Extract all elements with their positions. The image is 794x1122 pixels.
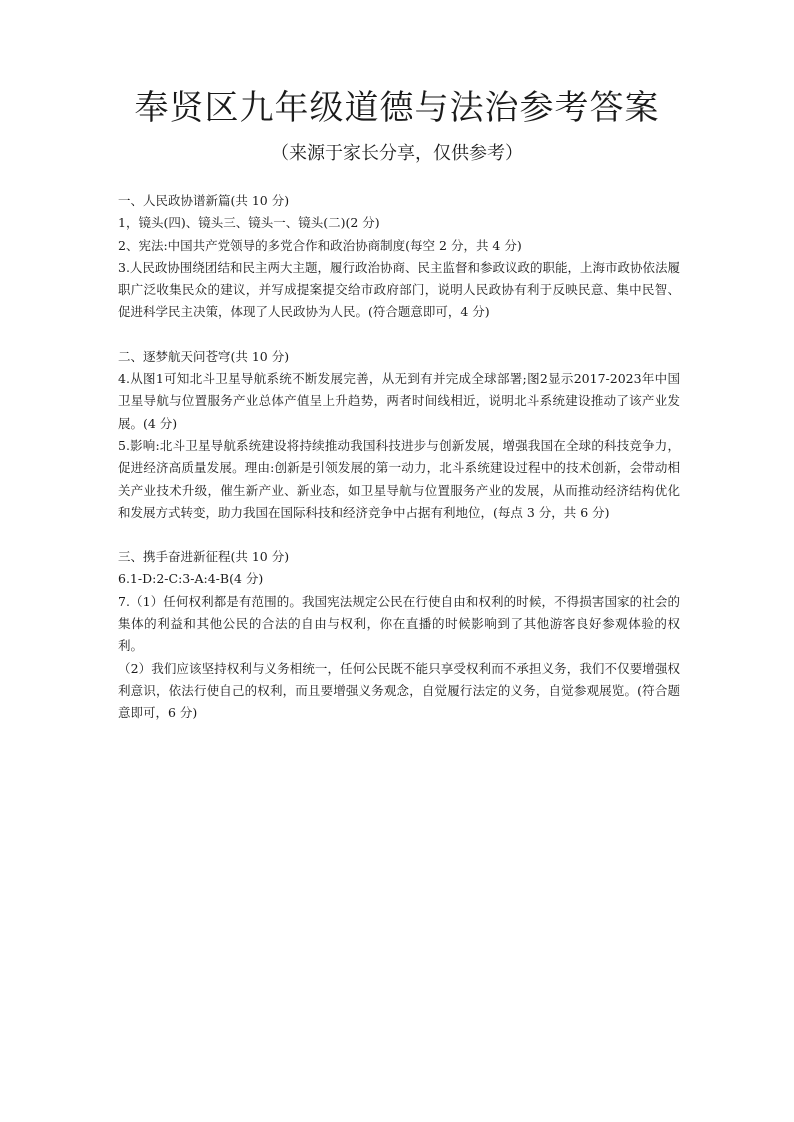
section-heading: 一、人民政协谱新篇(共 10 分) xyxy=(118,193,290,208)
answer-paragraph: 4.从图1可知北斗卫星导航系统不断发展完善，从无到有并完成全球部署;图2显示2017-2023年中国卫星导航与位置服务产业总体产值呈上升趋势，两者时间线相近，说明北斗系统建设推动了该产业发展。(4 分) xyxy=(118,371,680,431)
answer-paragraph: 1，镜头(四)、镜头三、镜头一、镜头(二)(2 分) xyxy=(118,215,380,231)
answer-paragraph: 7.（1）任何权利都是有范围的。我国宪法规定公民在行使自由和权利的时候，不得损害国家的社会的集体的利益和其他公民的合法的自由与权利，你在直播的时候影响到了其他游客良好参观体验的权利。 xyxy=(118,593,680,654)
answer-content xyxy=(118,190,680,725)
section-heading: 二、逐梦航天问苍穹(共 10 分) xyxy=(118,348,290,364)
answer-paragraph: 2、宪法:中国共产党领导的多党合作和政治协商制度(每空 2 分，共 4 分) xyxy=(118,237,522,253)
answer-paragraph: 5.影响:北斗卫星导航系统建设将持续推动我国科技进步与创新发展，增强我国在全球的科技竞争力，促进经济高质量发展。理由:创新是引领发展的第一动力，北斗系统建设过程中的技术创新，会带动相关产业技术升级，催生新产业、新业态，如卫星导航与位置服务产业的发展，从而推动经济结构优化和发展方式转变，助力我国在国际科技和经济竞争中占据有利地位，(每点 3 分，共 6 分) xyxy=(118,437,680,520)
answer-paragraph: 3.人民政协围绕团结和民主两大主题，履行政治协商、民主监督和参政议政的职能，上海市政协依法履职广泛收集民众的建议，并写成提案提交给市政府部门，说明人民政协有利于反映民意、集中民智、促进科学民主决策，体现了人民政协为人民。(符合题意即可，4 分) xyxy=(118,259,680,320)
answer-paragraph: 6.1-D:2-C:3-A:4-B(4 分) xyxy=(118,571,264,587)
section-3 xyxy=(118,546,680,724)
section-2 xyxy=(118,346,680,524)
answer-paragraph: （2）我们应该坚持权利与义务相统一，任何公民既不能只享受权利而不承担义务，我们不仅要增强权利意识，依法行使自己的权利，而且要增强义务观念，自觉履行法定的义务，自觉参观展览。(符合题意即可，6 分) xyxy=(118,660,680,721)
document-title: 奉贤区九年级道德与法治参考答案 xyxy=(134,88,660,128)
document-subtitle: （来源于家长分享，仅供参考） xyxy=(271,143,523,164)
section-heading: 三、携手奋进新征程(共 10 分) xyxy=(118,549,290,565)
section-1 xyxy=(118,190,680,324)
